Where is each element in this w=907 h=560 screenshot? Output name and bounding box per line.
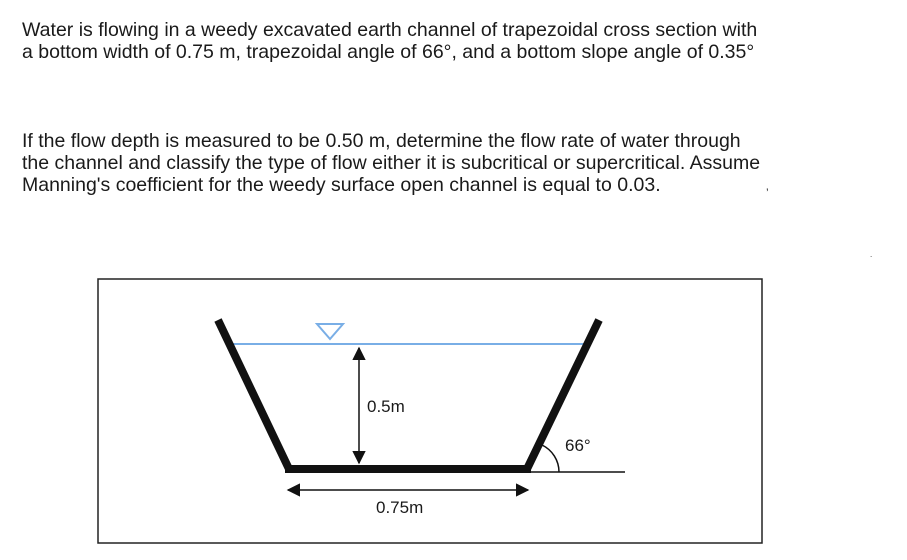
stray-mark: ’: [766, 186, 769, 200]
left-channel-wall: [218, 320, 289, 469]
depth-label: 0.5m: [367, 397, 405, 416]
problem-paragraph-1: Water is flowing in a weedy excavated earth channel of trapezoidal cross section with a bottom width of 0.75 m, trapezoidal angle of 66°, and a bottom slope angle of 0.35°: [22, 19, 758, 63]
channel-diagram-svg: [97, 278, 763, 544]
stray-dot: .: [870, 250, 873, 259]
width-label: 0.75m: [376, 498, 424, 517]
problem-paragraph-2: If the flow depth is measured to be 0.50 m, determine the flow rate of water through the channel and classify the type of flow either it is subcritical or supercritical. Assume Manning's coefficient for the weedy surface open channel is equal to 0.03.: [22, 130, 761, 196]
angle-arc: [542, 445, 559, 472]
water-level-symbol-icon: [317, 324, 343, 339]
diagram-frame: [98, 279, 762, 543]
angle-label: 66°: [565, 436, 591, 455]
channel-diagram: [97, 278, 763, 544]
